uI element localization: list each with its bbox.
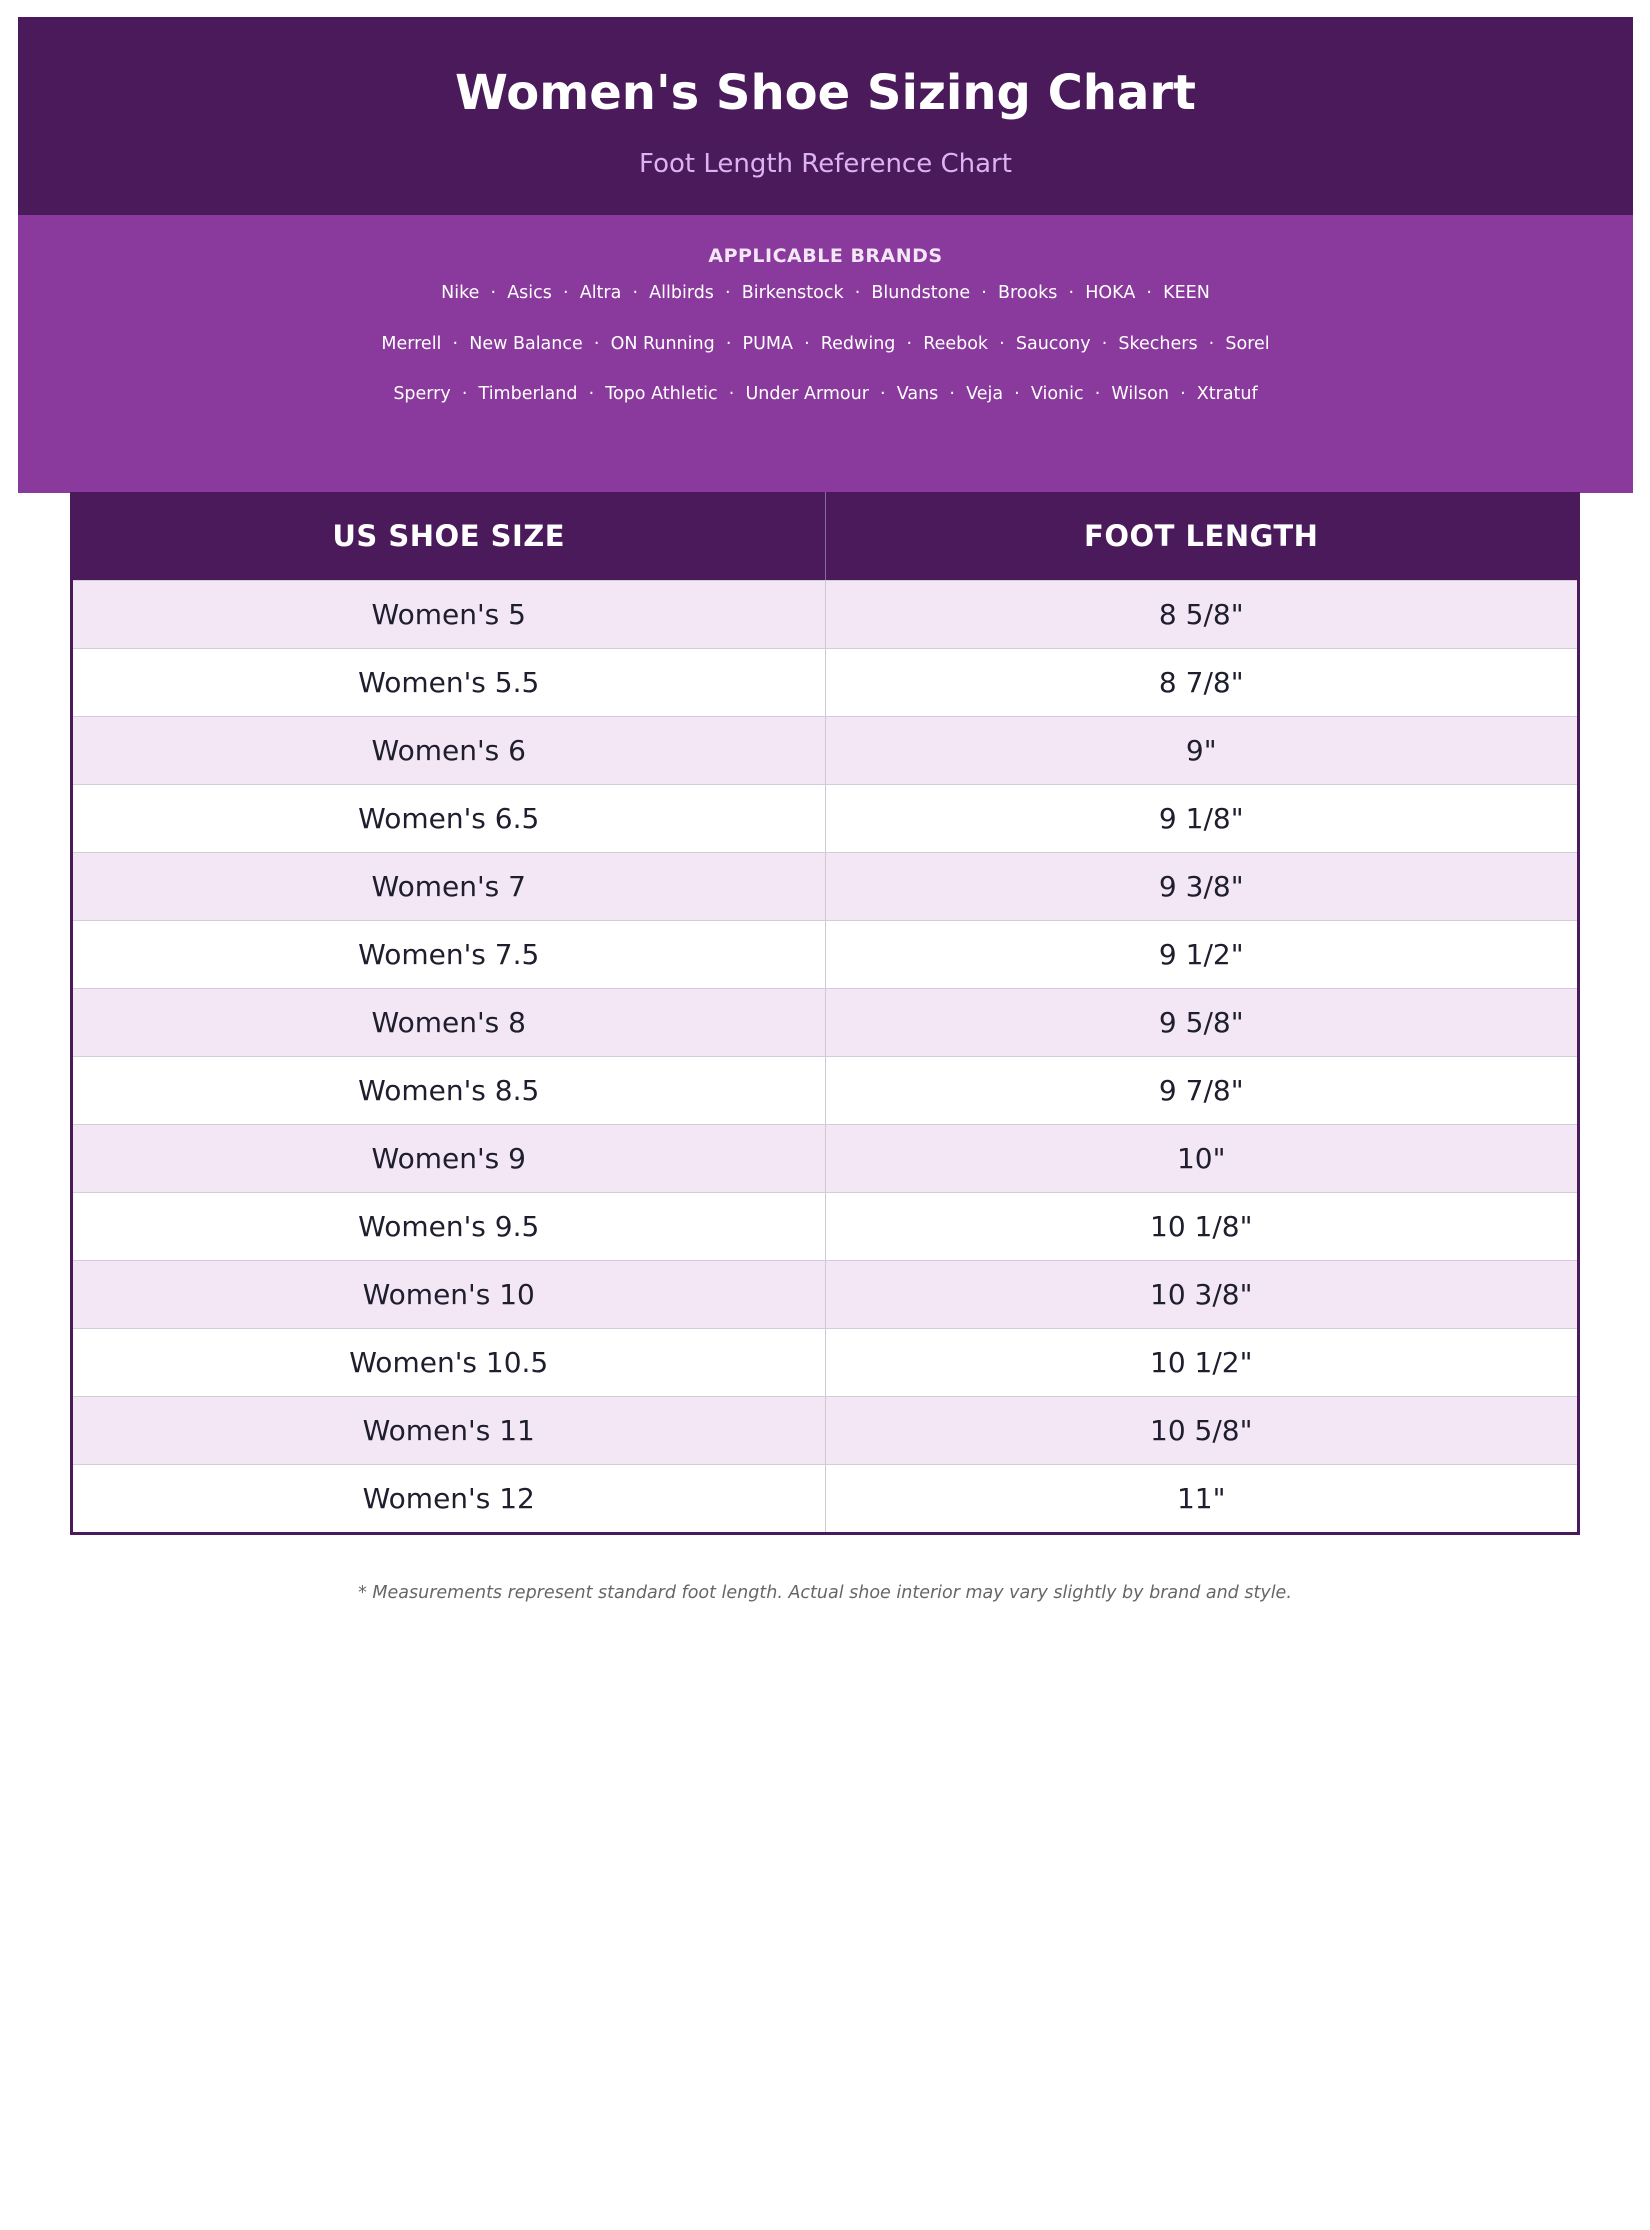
length-cell: 9 5/8" — [1158, 1006, 1244, 1039]
length-cell: 10 5/8" — [1150, 1414, 1253, 1447]
brands-line: Nike · Asics · Altra · Allbirds · Birkenstock · Blundstone · Brooks · HOKA · KEEN — [441, 283, 1210, 303]
table-body — [73, 580, 1577, 1532]
brands-heading: APPLICABLE BRANDS — [708, 245, 943, 267]
size-cell: Women's 12 — [73, 1465, 826, 1532]
brands-line: Merrell · New Balance · ON Running · PUMA · Redwing · Reebok · Saucony · Skechers · Sorel — [381, 334, 1270, 354]
size-cell: Women's 6.5 — [73, 785, 826, 852]
table-row — [73, 648, 1577, 716]
table-row — [73, 988, 1577, 1056]
size-cell: Women's 9 — [73, 1125, 826, 1192]
table-row — [73, 716, 1577, 784]
length-cell: 8 7/8" — [1158, 666, 1244, 699]
length-cell: 10 1/8" — [1150, 1210, 1253, 1243]
length-cell: 10 1/2" — [1150, 1346, 1253, 1379]
length-cell: 9 7/8" — [1158, 1074, 1244, 1107]
header-banner — [18, 17, 1633, 215]
table-row — [73, 852, 1577, 920]
column-header-length: FOOT LENGTH — [1084, 519, 1319, 553]
table-row — [73, 1328, 1577, 1396]
brands-panel — [18, 215, 1633, 493]
length-cell: 9 1/2" — [1158, 938, 1244, 971]
size-cell: Women's 7 — [73, 853, 826, 920]
page-title: Women's Shoe Sizing Chart — [455, 65, 1196, 121]
length-cell: 10" — [1176, 1142, 1226, 1175]
table-header — [73, 492, 1577, 580]
table-row — [73, 1056, 1577, 1124]
length-cell: 11" — [1176, 1482, 1226, 1515]
table-row — [73, 1192, 1577, 1260]
brands-line: Sperry · Timberland · Topo Athletic · Under Armour · Vans · Veja · Vionic · Wilson · Xtratuf — [393, 384, 1258, 404]
size-cell: Women's 7.5 — [73, 921, 826, 988]
size-cell: Women's 6 — [73, 717, 826, 784]
length-cell: 8 5/8" — [1158, 598, 1244, 631]
size-cell: Women's 11 — [73, 1397, 826, 1464]
size-cell: Women's 10.5 — [73, 1329, 826, 1396]
length-cell: 9 1/8" — [1158, 802, 1244, 835]
size-cell: Women's 5 — [73, 581, 826, 648]
size-table — [70, 492, 1580, 1535]
page-subtitle: Foot Length Reference Chart — [639, 149, 1012, 179]
table-row — [73, 784, 1577, 852]
size-cell: Women's 8 — [73, 989, 826, 1056]
length-cell: 9 3/8" — [1158, 870, 1244, 903]
length-cell: 9" — [1185, 734, 1217, 767]
table-row — [73, 1260, 1577, 1328]
footnote: * Measurements represent standard foot length. Actual shoe interior may vary slightly by brand and style. — [358, 1583, 1292, 1603]
size-cell: Women's 5.5 — [73, 649, 826, 716]
table-row — [73, 580, 1577, 648]
size-cell: Women's 9.5 — [73, 1193, 826, 1260]
length-cell: 10 3/8" — [1150, 1278, 1253, 1311]
table-row — [73, 1396, 1577, 1464]
column-header-size: US SHOE SIZE — [73, 492, 826, 580]
size-cell: Women's 8.5 — [73, 1057, 826, 1124]
table-row — [73, 920, 1577, 988]
size-cell: Women's 10 — [73, 1261, 826, 1328]
table-row — [73, 1464, 1577, 1532]
table-row — [73, 1124, 1577, 1192]
